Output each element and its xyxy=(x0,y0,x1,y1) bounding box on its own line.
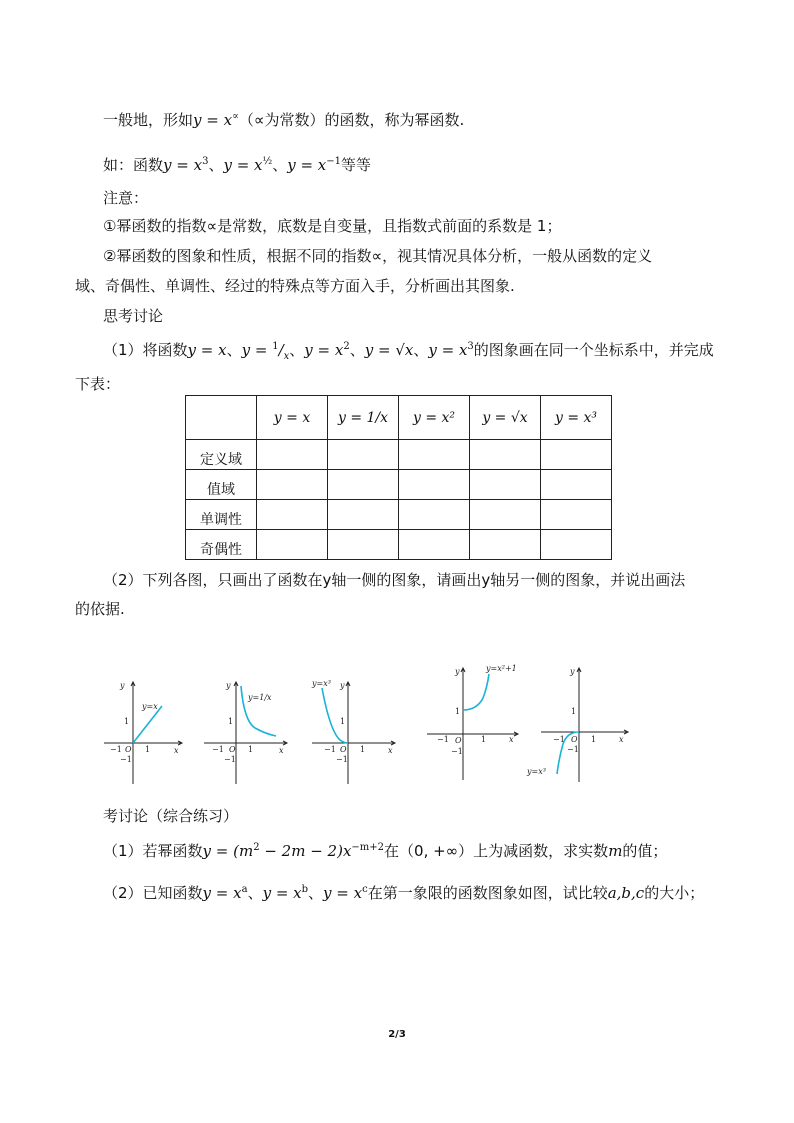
table-cell[interactable] xyxy=(470,440,541,470)
examples-line: 如：函数$y = x^3$、$y = x^{\frac{1}{2}}$、$y = x^{-1}$等等 xyxy=(103,156,372,174)
formula-function-list: y = x xyxy=(187,341,227,359)
table-cell[interactable] xyxy=(470,470,541,500)
q1-tail: 的图象画在同一个坐标系中，并完成 xyxy=(473,341,714,359)
svg-text:1: 1 xyxy=(571,707,577,716)
svg-text:y: y xyxy=(570,667,575,676)
svg-text:−1: −1 xyxy=(110,745,122,754)
table-cell[interactable] xyxy=(541,440,612,470)
table-row xyxy=(186,440,612,470)
svg-text:−1: −1 xyxy=(451,747,463,756)
table-cell[interactable] xyxy=(541,470,612,500)
exercise-title: 考讨论（综合练习） xyxy=(103,807,239,825)
table-corner-cell xyxy=(186,396,257,440)
question-2a: （2）下列各图，只画出了函数在y轴一侧的图象，请画出y轴另一侧的图象，并说出画法 xyxy=(103,571,686,589)
formula-y-x-alpha: y = x∝ xyxy=(193,111,239,129)
table-cell[interactable] xyxy=(257,470,328,500)
table-cell[interactable] xyxy=(399,530,470,560)
table-cell[interactable] xyxy=(541,500,612,530)
ex2-tail: 的大小； xyxy=(644,884,705,902)
exercise-2: （2）已知函数$y = x^a$、$y = x^b$、$y = x^c$在第一象限的函数图象如图，试比较a,b,c的大小； xyxy=(103,884,705,902)
svg-text:y: y xyxy=(455,667,460,676)
note-title: 注意： xyxy=(103,189,149,207)
svg-text:1: 1 xyxy=(481,735,487,744)
q1-lead: （1）将函数 xyxy=(103,341,188,359)
svg-text:1: 1 xyxy=(455,707,461,716)
question-2b: 的依据. xyxy=(75,600,125,618)
svg-text:x: x xyxy=(279,746,284,755)
examples-lead: 如：函数 xyxy=(103,156,164,174)
exercise-1: （1）若幂函数$y = (m^2 - 2m - 2)x^{-m+2}$在（0, +∞）上为减函数，求实数m的值； xyxy=(103,842,668,860)
graph3-label: y=x³ xyxy=(312,679,331,688)
table-cell[interactable] xyxy=(470,530,541,560)
ex2-lead: （2）已知函数 xyxy=(103,884,203,902)
svg-text:y: y xyxy=(226,681,231,690)
definition-tail: （∝为常数）的函数，称为幂函数. xyxy=(238,111,465,129)
table-header-cell: y = x xyxy=(257,396,328,440)
page-number: 2/3 xyxy=(388,1029,406,1040)
definition-lead: 一般地，形如 xyxy=(103,111,194,129)
graph5-label: y=x³ xyxy=(527,767,546,776)
table-row-header: 单调性 xyxy=(186,500,257,530)
table-cell[interactable] xyxy=(399,440,470,470)
ex1-mid: 在（0, +∞）上为减函数，求实数 xyxy=(384,842,609,860)
svg-text:y: y xyxy=(340,681,345,690)
svg-text:1: 1 xyxy=(124,717,130,726)
table-cell[interactable] xyxy=(328,440,399,470)
svg-text:x: x xyxy=(388,746,393,755)
q1-cont: 下表： xyxy=(75,375,121,393)
svg-text:O: O xyxy=(455,736,462,745)
graph2-label: y=1/x xyxy=(248,693,272,702)
table-row-header: 定义域 xyxy=(186,440,257,470)
svg-text:O: O xyxy=(571,735,578,744)
graph4-label: y=x²+1 xyxy=(486,664,517,673)
formula-power-function: $y = (m^2 - 2m - 2)x^{-m+2}$ xyxy=(202,842,385,860)
graph-y-equals-x-cubed-lower xyxy=(523,662,633,784)
graph-y-equals-x-cubed-left xyxy=(308,676,398,786)
svg-text:y: y xyxy=(120,681,125,690)
svg-text:−1: −1 xyxy=(324,745,336,754)
definition-line xyxy=(103,107,464,130)
table-cell[interactable] xyxy=(328,500,399,530)
table-header-cell: y = x² xyxy=(399,396,470,440)
ex2-mid: 在第一象限的函数图象如图，试比较 xyxy=(367,884,608,902)
svg-text:−1: −1 xyxy=(553,735,565,744)
table-header-cell: y = 1/x xyxy=(328,396,399,440)
graph1-label: y=x xyxy=(142,702,158,711)
table-header-cell: y = x³ xyxy=(541,396,612,440)
note-2b: 域、奇偶性、单调性、经过的特殊点等方面入手，分析画出其图象. xyxy=(75,277,515,295)
formula-abc: $y = x^a$ xyxy=(202,884,248,902)
svg-text:O: O xyxy=(125,745,132,754)
table-header-row xyxy=(186,396,612,440)
examples-tail: 等等 xyxy=(341,156,372,174)
formula-examples: $y = x^3$ xyxy=(163,156,209,174)
svg-text:x: x xyxy=(174,746,179,755)
note-1: ①幂函数的指数∝是常数，底数是自变量，且指数式前面的系数是 1； xyxy=(103,217,562,235)
table-cell[interactable] xyxy=(257,530,328,560)
table-cell[interactable] xyxy=(541,530,612,560)
table-cell[interactable] xyxy=(328,470,399,500)
svg-text:O: O xyxy=(229,745,236,754)
note-2a: ②幂函数的图象和性质，根据不同的指数∝，视其情况具体分析，一般从函数的定义 xyxy=(103,247,653,265)
table-row-header: 奇偶性 xyxy=(186,530,257,560)
table-cell[interactable] xyxy=(257,440,328,470)
properties-table xyxy=(185,395,612,560)
svg-text:1: 1 xyxy=(145,745,151,754)
svg-text:1: 1 xyxy=(360,745,366,754)
svg-text:−1: −1 xyxy=(212,745,224,754)
table-row-header: 值域 xyxy=(186,470,257,500)
ex1-lead: （1）若幂函数 xyxy=(103,842,203,860)
table-cell[interactable] xyxy=(257,500,328,530)
question-1: （1）将函数y = x、$y = ^1/_x$、$y = x^2$、y = √x、$y = x^3$的图象画在同一个坐标系中，并完成 xyxy=(103,341,714,362)
ex1-tail: 的值； xyxy=(622,842,668,860)
table-row xyxy=(186,500,612,530)
svg-text:O: O xyxy=(340,745,347,754)
svg-text:1: 1 xyxy=(248,745,254,754)
think-title: 思考讨论 xyxy=(103,307,164,325)
graph-y-equals-1-over-x xyxy=(200,676,290,786)
table-header-cell: y = √x xyxy=(470,396,541,440)
svg-text:−1: −1 xyxy=(437,735,449,744)
svg-text:1: 1 xyxy=(228,717,234,726)
table-cell[interactable] xyxy=(470,500,541,530)
svg-text:1: 1 xyxy=(591,735,597,744)
svg-text:−1: −1 xyxy=(336,755,348,764)
graph-y-equals-x xyxy=(100,676,185,786)
table-cell[interactable] xyxy=(399,470,470,500)
svg-text:−1: −1 xyxy=(224,755,236,764)
svg-text:1: 1 xyxy=(340,717,346,726)
svg-text:−1: −1 xyxy=(567,745,579,754)
table-row xyxy=(186,530,612,560)
graph-y-equals-x-squared-plus-1 xyxy=(423,662,523,782)
table-row xyxy=(186,470,612,500)
table-cell[interactable] xyxy=(328,530,399,560)
svg-text:x: x xyxy=(619,735,624,744)
svg-text:−1: −1 xyxy=(120,755,132,764)
svg-text:x: x xyxy=(509,735,514,744)
table-cell[interactable] xyxy=(399,500,470,530)
